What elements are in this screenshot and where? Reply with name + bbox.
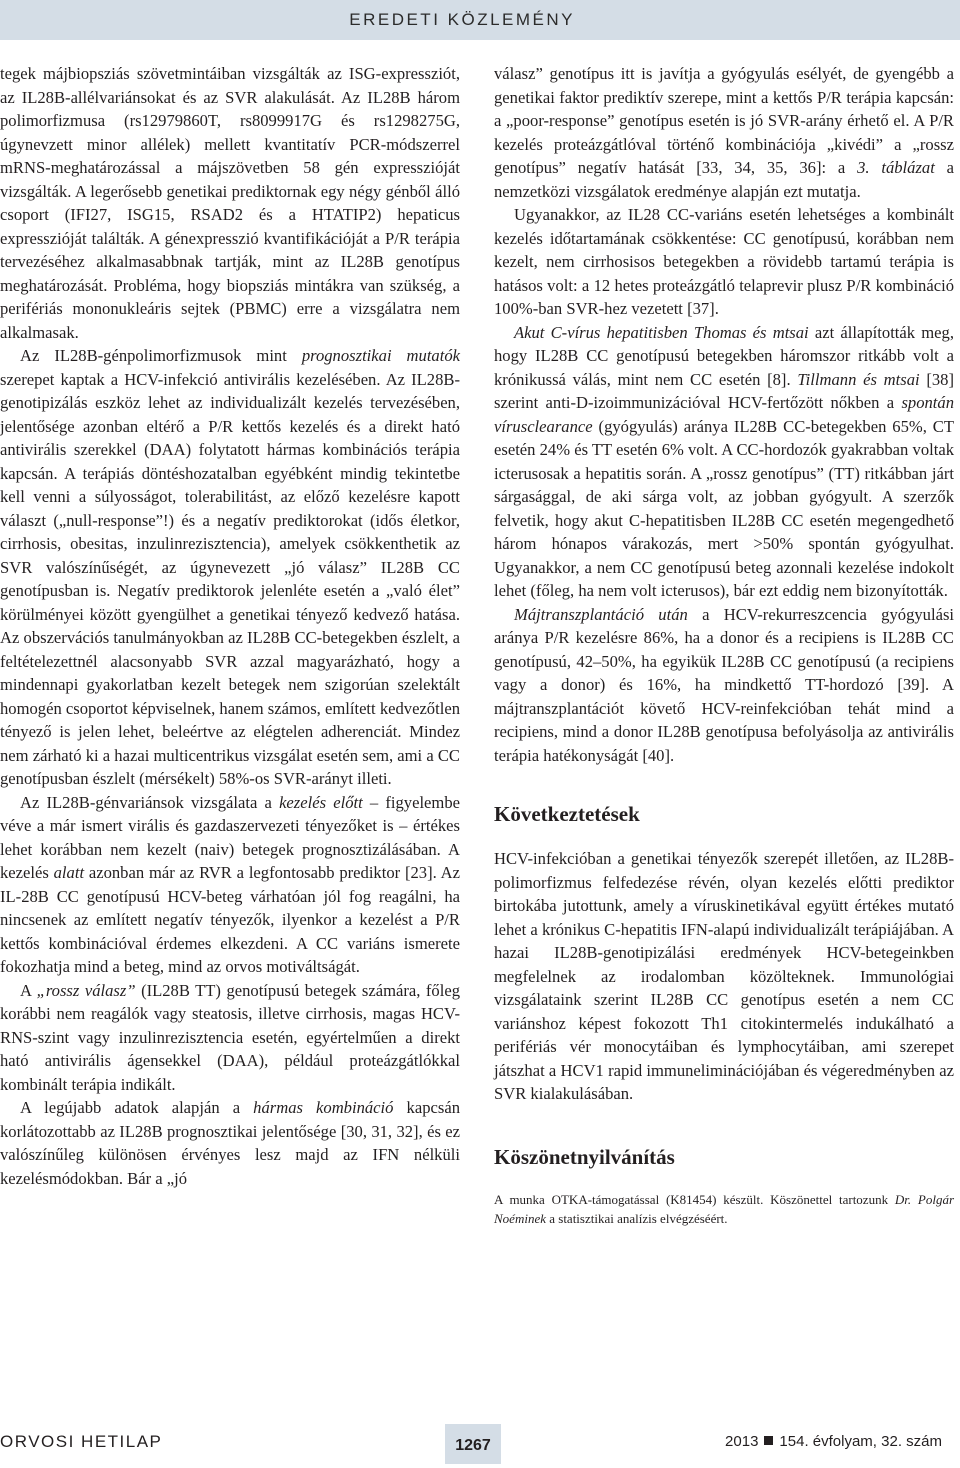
page-number: 1267	[445, 1424, 501, 1464]
acknowledgement-text: A munka OTKA-támogatással (K81454) készült. Köszönettel tartozunk Dr. Polgár Noéminek a statisztikai analízis elvégzéséért.	[494, 1191, 955, 1226]
paragraph: A legújabb adatok alapján a hármas kombináció kapcsán korlátozottabb az IL28B prognosztikai jelentősége [30, 31, 32], és ez valószínűleg különösen érvényes lesz majd az IFN nélküli kezelésmódokban. Bár a „jó	[0, 1098, 460, 1188]
emphasis: prognosztikai mutatók	[301, 346, 461, 365]
emphasis: Akut C-vírus hepatitisben Thomas és mtsai	[514, 322, 809, 342]
journal-name: ORVOSI HETILAP	[0, 1432, 163, 1451]
paragraph: A „rossz válasz” (IL28B TT) genotípusú betegek számára, főleg korábbi nem reagálók vagy steatosis, illetve cirrhosis, magas HCV-RNS-szint vagy inzulinrezisztencia esetén, egyértelműen a direkt ható antivirális ágensekkel (DAA), például proteázgátlókkal kombinált terápia indikált.	[0, 980, 460, 1094]
emphasis: alatt	[53, 863, 85, 882]
issue-info	[725, 1433, 942, 1450]
issue-volume: 154. évfolyam, 32. szám	[779, 1433, 942, 1450]
paragraph: tegek májbiopsziás szövetmintáiban vizsgálták az ISG-expressziót, az IL28B-allélvariánsokat és az SVR alakulását. Az IL28B három polimorfizmusa (rs12979860T, rs8099917G és rs1298275G, úgynevzett minor allélek) mellett kvantitatív PCR-módszerrel mRNS-meghatározással a májszövetben 58 gén expresszióját vizsgálták. A legerősebb genetikai prediktornak egy négy génből álló csoport (IFI27, ISG15, RSAD2 és a HTATIP2) hepaticus expresszióját találták. A génexpresszió kvantifikációját a P/R terápia tervezéséhez alkalmasabbnak tartják, mint az IL28B genotípus meghatározását. Probléma, hogy biopsziás mintákra van szükség, a perifériás mononukleáris sejtek (PBMC) erre a vizsgálatra nem alkalmasak.	[0, 64, 460, 342]
issue-year: 2013	[725, 1433, 759, 1450]
emphasis: Tillmann és mtsai	[797, 369, 920, 389]
emphasis: Májtranszplantáció után	[514, 604, 688, 624]
paragraph: Az IL28B-génpolimorfizmusok mint prognosztikai mutatók szerepet kaptak a HCV-infekció antivirális kezelésében. Az IL28B-genotipizálás eszköz lehet az individualizált kezelés tervezésében, jelentősége azonban eltérő a P/R kettős kezelés és a direkt ható antivirális szerekkel (DAA) folytatott hármas kombinációs terápia kapcsán. A terápiás döntéshozatalban egyébként mindig tekintetbe kell venni a súlyosságot, tolerabilitást, az előző kezelésre kapott választ („null-response”!) és a negatív prediktorokat (idős életkor, cirrhosis, obesitas, inzulinrezisztencia), amelyek csökkenthetik az SVR valószínűségét, az úgynevezett „jó válasz” IL28B CC genotípusban is. Negatív prediktorok jelenléte esetén a „való élet” körülményei között gyengülhet a genetikai tényező kedvező hatása. Az obszervációs tanulmányokban az IL28B CC-betegekben észlelt, a feltételezettnél alacsonyabb SVR azzal magyarázható, hogy a mindennapi gyakorlatban kezelt betegek nem szigorúan szelektált homogén csoportot képviselnek, hanem számos, említett kedvezőtlen tényező is jelen lehet, beleértve az elégtelen adherenciát. Mindez nem zárható ki a hazai multicentrikus vizsgálat esetén sem, ami a CC genotípusban észlelt (mérsékelt) 58%-os SVR-arányt illeti.	[0, 346, 461, 788]
emphasis: spontán vírusclearance	[494, 393, 954, 436]
page-footer	[0, 1424, 960, 1464]
paragraph: HCV-infekcióban a genetikai tényezők szerepét illetően, az IL28B-polimorfizmus felfedezése révén, olyan kezelés előtti prediktor birtokába jutottunk, amely a víruskinetikával együtt értékes mutató lehet a krónikus C-hepatitis IFN-alapú individualizált terápiájában. A hazai IL28B-genotipizálási eredmények HCV-betegeinkben megfelelnek az irodalomban közölteknek. Immunológiai vizsgálataink szerint IL28B CC genotípus esetén a nem CC variánshoz képest fokozott Th1 citokintermelés indukálható a perifériás vér monocytáiban és lymphocytáiban, ami szerepet játszhat a HCV1 rapid immuneliminációjában és végeredményben az SVR kialakulásában.	[494, 849, 954, 1103]
section-heading-conclusions: Következtetések	[494, 802, 640, 826]
header-bar	[0, 0, 960, 40]
section-kicker: EREDETI KÖZLEMÉNY	[349, 10, 575, 29]
section-heading-acknowledgements: Köszönetnyilvánítás	[494, 1144, 675, 1169]
paragraph: Az IL28B-génvariánsok vizsgálata a kezelés előtt – figyelembe véve a már ismert virális és gazdaszervezeti tényezőket is – értékes lehet korábban nem kezelt (naiv) betegek prognosztizálásában. A kezelés alatt azonban már az RVR a legfontosabb prediktor [23]. Az IL-28B CC genotípusú HCV-beteg várhatóan jól fog reagálni, ha nincsenek az említett negatív tényezők, ilyenkor a kezelést a P/R kettős kombinációval érdemes elkezdeni. A CC variáns ismerete fokozhatja mind a beteg, mind az orvos motiváltságát.	[0, 792, 460, 976]
emphasis: 3. táblázat	[857, 158, 935, 177]
paragraph: válasz” genotípus itt is javítja a gyógyulás esélyét, de gyengébb a genetikai faktor prediktív szerepe, mint a kettős P/R terápia kapcsán: a „poor-response” genotípus esetén is jó SVR-arány érhető el. A P/R kezelés proteázgátlóval történő kombinációja „kivédi” a „rossz genotípus” negatív hatását [33, 34, 35, 36]: a 3. táblázat a nemzetközi vizsgálatok eredménye alapján ezt mutatja.	[494, 64, 954, 201]
paragraph: Májtranszplantáció után a HCV-rekurreszcencia gyógyulási aránya P/R kezelésre 86%, ha a donor és a recipiens is IL28B CC genotípusú, 42–50%, ha egyikük IL28B CC genotípusú (a recipiens vagy a donor) és 16%, ha mindkettő TT-hordozó [39]. A májtranszplantációt követő HCV-reinfekcióban tehát mind a recipiens, mind a donor IL28B genotípusa befolyásolja az antivirális terápia hatékonyságát [40].	[494, 604, 955, 765]
square-bullet-icon	[764, 1436, 773, 1445]
emphasis: Dr. Polgár Noéminek	[494, 1191, 955, 1226]
paragraph: Ugyanakkor, az IL28 CC-variáns esetén lehetséges a kombinált kezelés időtartamának csökkentése: CC genotípusú, korábban nem kezelt, nem cirrhosisos betegekben a rövidebb tartamú terápia is hatásos volt: a 12 hetes proteázgátló telaprevir plusz P/R kombináció 100%-ban SVR-hez vezetett [37].	[494, 205, 954, 318]
emphasis: kezelés előtt	[279, 792, 363, 812]
emphasis: „rossz válasz”	[36, 980, 136, 1000]
left-column	[0, 62, 460, 1190]
emphasis: hármas kombináció	[253, 1098, 394, 1117]
paragraph: Akut C-vírus hepatitisben Thomas és mtsai azt állapították meg, hogy IL28B CC genotípusú betegekben háromszor ritkább volt a krónikussá válás, mint nem CC esetén [8]. Tillmann és mtsai [38] szerint anti-D-izoimmunizációval HCV-fertőzött nőkben a spontán vírusclearance (gyógyulás) aránya IL28B CC-betegekben 65%, CT esetén 24% és TT esetén 6% volt. A CC-hordozók gyakrabban voltak icterusosak a hepatitis során. A „rossz genotípus” (TT) ritkábban járt sárgasággal, de aki sárga volt, az jobban gyógyult. A szerzők felvetik, hogy akut C-hepatitisben IL28B CC esetén megengedhető három hónapos várakozás, mert >50% spontán gyógyulhat. Ugyanakkor, a nem CC genotípusú beteg azonnali kezelése indokolt lehet (főleg, ha nem volt icterusos), bár ezt eddig nem bizonyították.	[494, 322, 954, 600]
right-column	[494, 62, 954, 1228]
